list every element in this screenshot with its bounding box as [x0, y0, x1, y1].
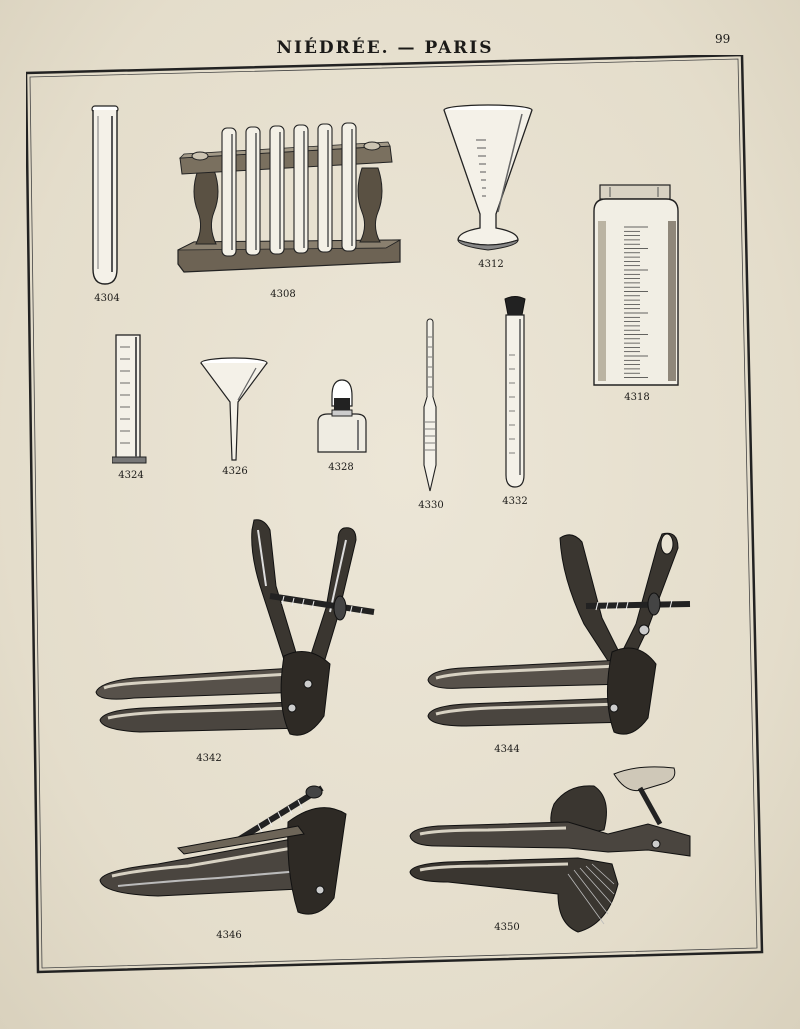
stoppered-tube-illustration — [500, 295, 530, 491]
page-header: NIÉDRÉE. — PARIS — [276, 38, 494, 58]
item-label-4328: 4328 — [328, 462, 354, 473]
item-label-4312: 4312 — [478, 259, 504, 270]
item-label-4326: 4326 — [222, 466, 248, 477]
item-label-4330: 4330 — [418, 500, 444, 511]
item-label-4318: 4318 — [624, 392, 650, 403]
page-number: 99 — [715, 32, 731, 46]
item-label-4346: 4346 — [216, 930, 242, 941]
graduated-jar-illustration — [590, 183, 686, 387]
speculum-illustration-4350 — [408, 764, 698, 936]
item-label-4342: 4342 — [196, 753, 222, 764]
item-label-4308: 4308 — [270, 289, 296, 300]
speculum-illustration-4342 — [94, 516, 384, 744]
item-label-4350: 4350 — [494, 922, 520, 933]
graduated-cylinder-illustration — [112, 333, 148, 465]
graduated-conical-glass-illustration — [442, 104, 534, 252]
test-tube-rack-illustration — [176, 122, 404, 278]
item-label-4324: 4324 — [118, 470, 144, 481]
item-label-4304: 4304 — [94, 293, 120, 304]
item-label-4344: 4344 — [494, 744, 520, 755]
speculum-illustration-4344 — [426, 528, 696, 744]
speculum-illustration-4346 — [98, 778, 352, 922]
funnel-illustration — [198, 356, 270, 462]
hydrometer-illustration — [418, 317, 442, 493]
test-tube-illustration — [88, 104, 122, 289]
item-label-4332: 4332 — [502, 496, 528, 507]
small-bottle-illustration — [314, 376, 370, 456]
